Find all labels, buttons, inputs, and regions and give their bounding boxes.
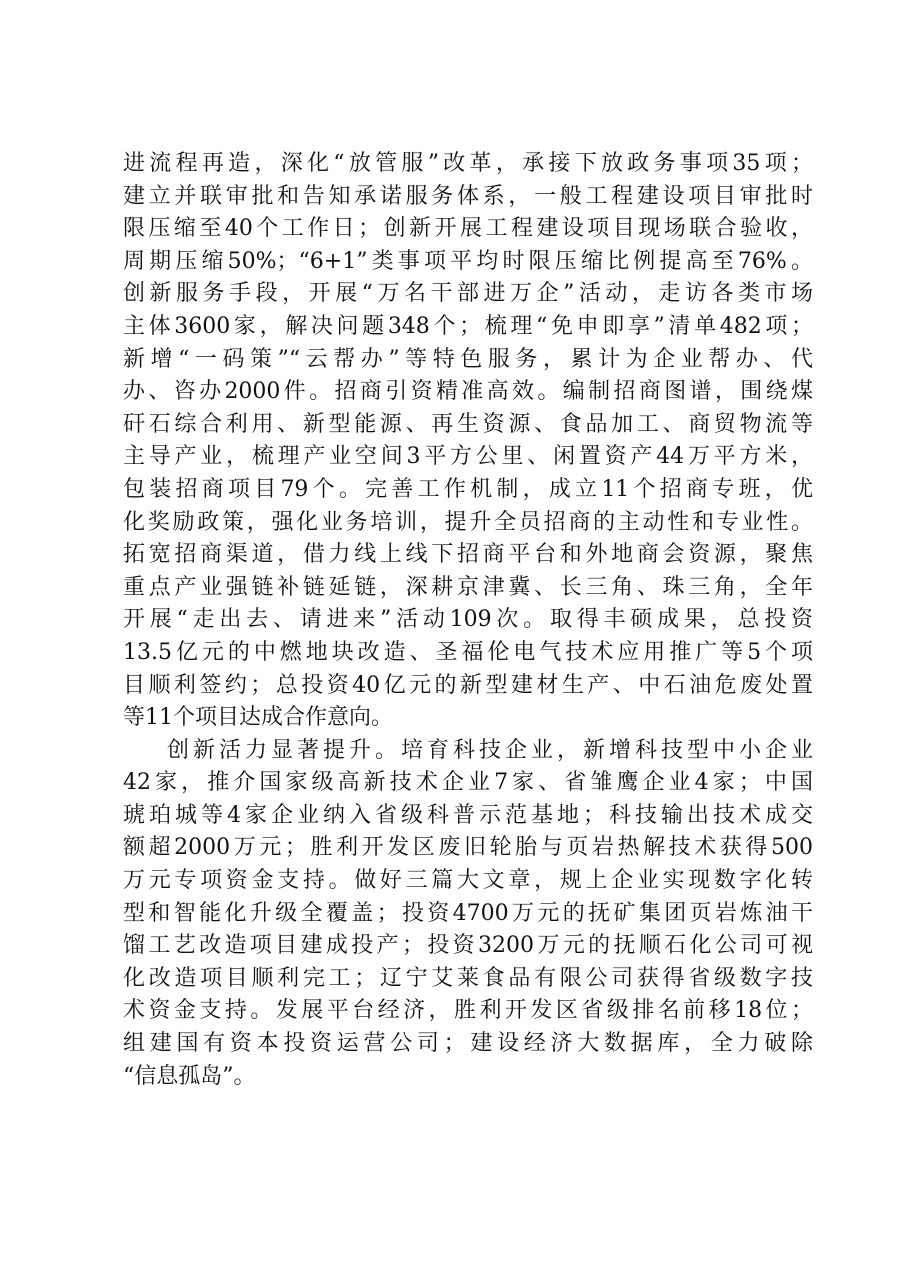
- text-line: 组建国有资本投资运营公司；建设经济大数据库，全力破除: [123, 1031, 813, 1057]
- text-line: 矸石综合利用、新型能源、再生资源、食品加工、商贸物流等: [123, 411, 813, 437]
- text-line: 琥珀城等4家企业纳入省级科普示范基地；科技输出技术成交: [123, 802, 813, 828]
- text-line: 目顺利签约；总投资40亿元的新型建材生产、中石油危废处置: [123, 672, 813, 698]
- text-line: 包装招商项目79个。完善工作机制，成立11个招商专班，优: [123, 476, 813, 502]
- text-line: 额超2000万元；胜利开发区废旧轮胎与页岩热解技术获得500: [123, 835, 813, 861]
- text-line: 13.5亿元的中燃地块改造、圣福伦电气技术应用推广等5个项: [123, 639, 813, 665]
- text-line: 型和智能化升级全覆盖；投资4700万元的抚矿集团页岩炼油干: [123, 900, 813, 926]
- text-line-first: 创新活力显著提升。培育科技企业，新增科技型中小企业: [167, 737, 813, 763]
- text-line: 化改造项目顺利完工；辽宁艾莱食品有限公司获得省级数字技: [123, 965, 813, 991]
- body-text: [123, 148, 813, 1093]
- text-line: 重点产业强链补链延链，深耕京津冀、长三角、珠三角，全年: [123, 574, 813, 600]
- text-line: 术资金支持。发展平台经济，胜利开发区省级排名前移18位；: [123, 998, 813, 1024]
- text-line: 建立并联审批和告知承诺服务体系，一般工程建设项目审批时: [123, 183, 813, 209]
- paragraph-innovation: [123, 735, 813, 1094]
- paragraph-reform-investment: [123, 148, 813, 735]
- text-line: 办、咨办2000件。招商引资精准高效。编制招商图谱，围绕煤: [123, 379, 813, 405]
- text-line: 主体3600家，解决问题348个；梳理“免申即享”清单482项；: [123, 313, 813, 339]
- text-line: 拓宽招商渠道，借力线上线下招商平台和外地商会资源，聚焦: [123, 542, 813, 568]
- text-line: 开展“走出去、请进来”活动109次。取得丰硕成果，总投资: [123, 607, 813, 633]
- text-line-last: “信息孤岛”。: [123, 1063, 256, 1089]
- text-line: 42家，推介国家级高新技术企业7家、省雏鹰企业4家；中国: [123, 770, 813, 796]
- text-line: 化奖励政策，强化业务培训，提升全员招商的主动性和专业性。: [123, 509, 813, 535]
- text-line: 主导产业，梳理产业空间3平方公里、闲置资产44万平方米，: [123, 444, 813, 470]
- text-line: 万元专项资金支持。做好三篇大文章，规上企业实现数字化转: [123, 868, 813, 894]
- text-line-last: 等11个项目达成合作意向。: [123, 705, 393, 731]
- text-line: 新增“一码策”“云帮办”等特色服务，累计为企业帮办、代: [123, 346, 813, 372]
- text-line: 限压缩至40个工作日；创新开展工程建设项目现场联合验收，: [123, 216, 813, 242]
- text-line: 进流程再造，深化“放管服”改革，承接下放政务事项35项；: [123, 151, 813, 176]
- text-line: 创新服务手段，开展“万名干部进万企”活动，走访各类市场: [123, 281, 813, 307]
- text-line: 馏工艺改造项目建成投产；投资3200万元的抚顺石化公司可视: [123, 933, 813, 959]
- text-line: 周期压缩50%；“6+1”类事项平均时限压缩比例提高至76%。: [123, 248, 813, 274]
